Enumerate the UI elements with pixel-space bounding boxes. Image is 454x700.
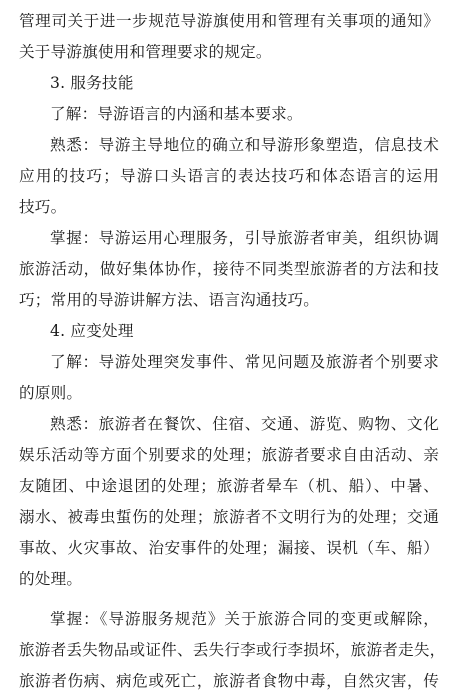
text-line: 了解：导游处理突发事件、常见问题及旅游者个别要求: [50, 353, 439, 371]
text-line: 旅游者丢失物品或证件、丢失行李或行李损坏，旅游者走失，: [19, 641, 446, 659]
text-line: 了解：导游语言的内涵和基本要求。: [50, 105, 303, 123]
text-line: 熟悉：导游主导地位的确立和导游形象塑造，信息技术: [50, 136, 439, 154]
text-line: 娱乐活动等方面个别要求的处理；旅游者要求自由活动、亲: [19, 446, 439, 464]
text-line: 掌握：导游运用心理服务，引导旅游者审美，组织协调: [50, 229, 439, 247]
text-line: 管理司关于进一步规范导游旗使用和管理有关事项的通知》: [19, 12, 439, 30]
text-line: 旅游活动，做好集体协作，接待不同类型旅游者的方法和技: [19, 260, 439, 278]
text-line: 应用的技巧；导游口头语言的表达技巧和体态语言的运用: [19, 167, 439, 185]
text-line: 旅游者伤病、病危或死亡，旅游者食物中毒，自然灾害，传: [19, 672, 439, 690]
text-line: 技巧。: [19, 198, 67, 216]
text-line: 掌握：《导游服务规范》关于旅游合同的变更或解除，: [50, 610, 439, 628]
text-line: 熟悉：旅游者在餐饮、住宿、交通、游览、购物、文化: [50, 415, 439, 433]
text-line: 友随团、中途退团的处理；旅游者晕车（机、船）、中暑、: [19, 477, 439, 495]
section-heading-contingency: 4. 应变处理: [50, 322, 134, 340]
text-line: 关于导游旗使用和管理要求的规定。: [19, 43, 272, 61]
text-line: 溺水、被毒虫蜇伤的处理；旅游者不文明行为的处理；交通: [19, 508, 439, 526]
text-line: 事故、火灾事故、治安事件的处理；漏接、误机（车、船）: [19, 539, 439, 557]
text-line: 的处理。: [19, 570, 83, 588]
text-line: 巧；常用的导游讲解方法、语言沟通技巧。: [19, 291, 320, 309]
section-heading-service-skills: 3. 服务技能: [50, 74, 134, 92]
text-line: 的原则。: [19, 384, 83, 402]
